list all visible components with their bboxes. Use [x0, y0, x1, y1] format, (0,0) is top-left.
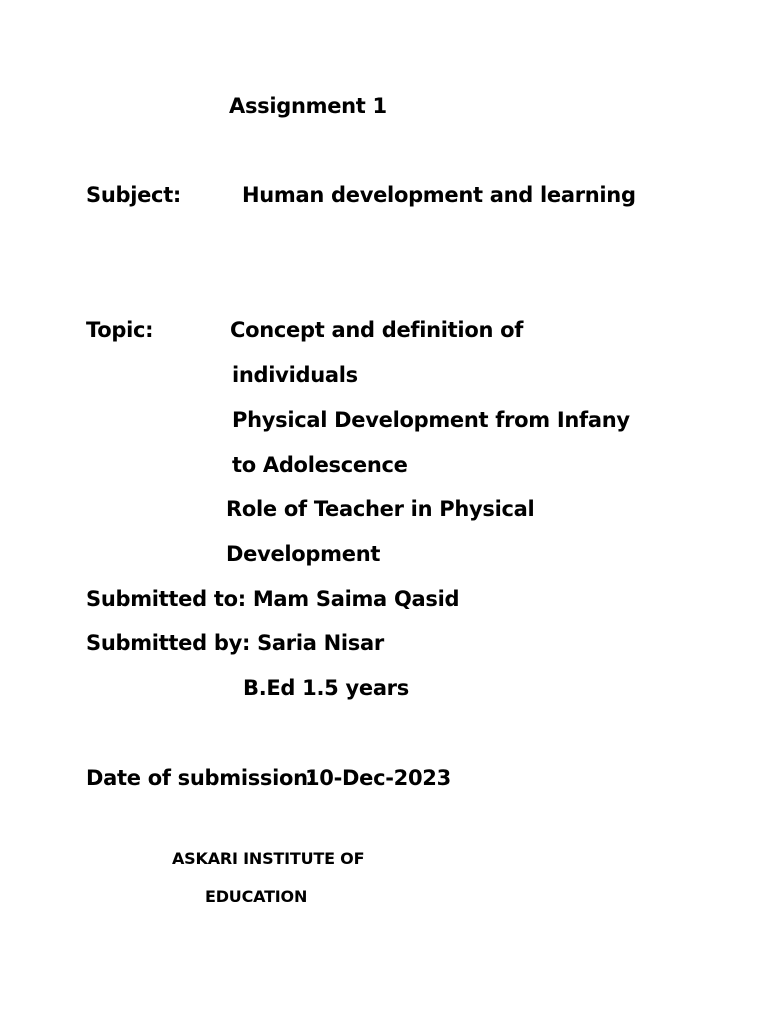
program: B.Ed 1.5 years: [243, 676, 409, 700]
topic-line: Development: [226, 542, 381, 566]
institute-line-2: EDUCATION: [205, 887, 308, 906]
date-label: Date of submission:: [86, 766, 316, 790]
subject-label: Subject:: [86, 183, 182, 207]
topic-line: Concept and definition of: [230, 318, 524, 342]
date-value: 10-Dec-2023: [305, 766, 451, 790]
topic-label: Topic:: [86, 318, 154, 342]
institute-line-1: ASKARI INSTITUTE OF: [172, 849, 365, 868]
topic-line: Role of Teacher in Physical: [226, 497, 535, 521]
topic-line: individuals: [232, 363, 358, 387]
topic-line: to Adolescence: [232, 453, 408, 477]
submitted-by: Submitted by: Saria Nisar: [86, 631, 384, 655]
subject-value: Human development and learning: [242, 183, 636, 207]
submitted-to: Submitted to: Mam Saima Qasid: [86, 587, 460, 611]
topic-line: Physical Development from Infany: [232, 408, 630, 432]
assignment-title: Assignment 1: [229, 94, 387, 118]
